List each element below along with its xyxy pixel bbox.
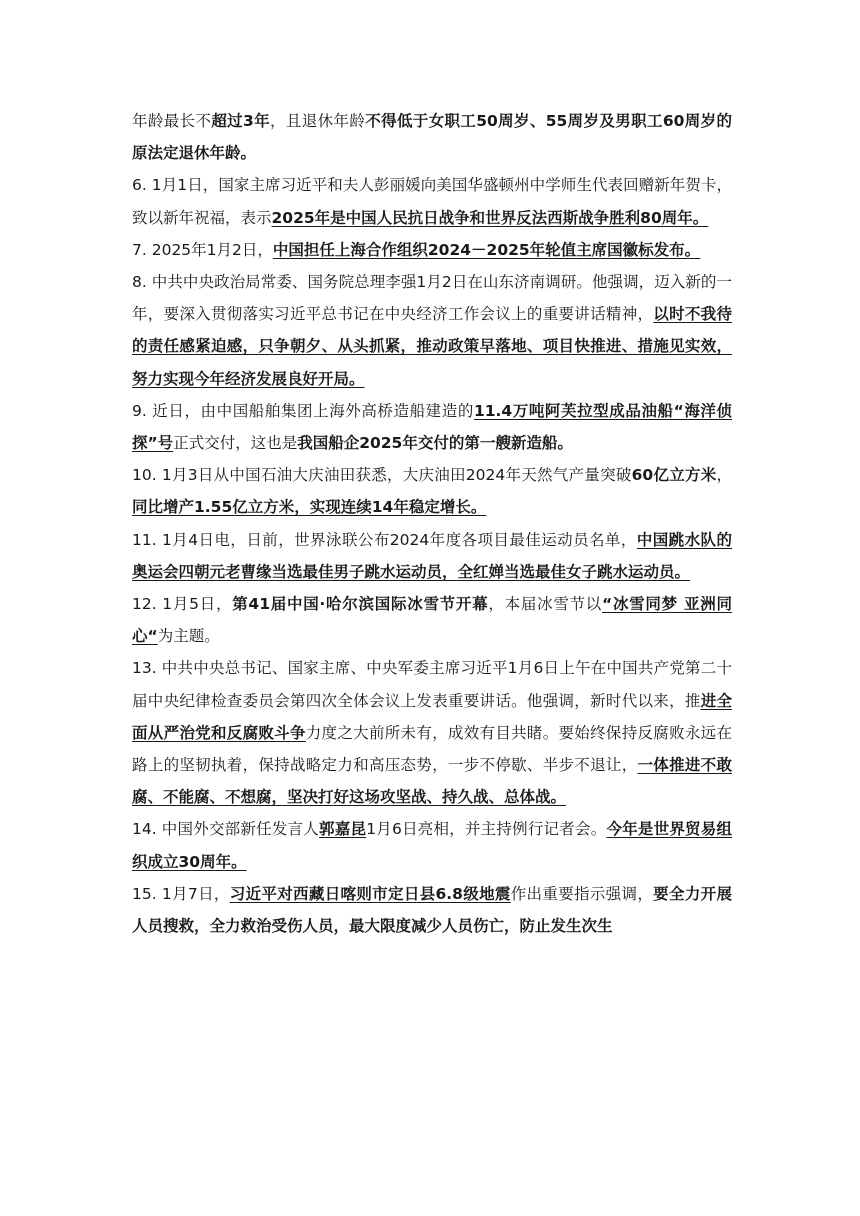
underlined-emphasis-text: 2025年是中国人民抗日战争和世界反法西斯战争胜利80周年。 xyxy=(271,208,709,227)
bold-text: 第41届中国·哈尔滨国际冰雪节开幕 xyxy=(232,595,489,614)
body-text: 1月6日亮相，并主持例行记者会。 xyxy=(366,820,607,839)
body-text: 为主题。 xyxy=(157,627,220,646)
paragraph-p-continued xyxy=(132,105,732,169)
body-text: ， xyxy=(716,466,733,485)
body-text: 11. 1月4日电，日前，世界泳联公布2024年度各项目最佳运动员名单， xyxy=(132,530,637,549)
paragraph-p-10 xyxy=(132,459,732,523)
body-text: 12. 1月5日， xyxy=(132,595,233,614)
paragraph-p-11 xyxy=(132,524,732,588)
body-text: 13. 中共中央总书记、国家主席、中央军委主席习近平1月6日上午在中国共产党第二十届中央纪律检查委员会第四次全体会议上发表重要讲话。他强调，新时代以来，推 xyxy=(132,659,732,710)
body-text: ，本届冰雪节以 xyxy=(488,595,603,614)
underlined-emphasis-text: 一体推进不敢腐、不能腐、不想腐，坚决打好这场攻坚战、持久战、总体战。 xyxy=(132,756,732,807)
underlined-emphasis-text: 11.4万吨阿芙拉型成品油船“海洋侦探”号 xyxy=(132,401,733,453)
underlined-emphasis-text: 进全面从严治党和反腐败斗争 xyxy=(132,691,732,742)
underlined-emphasis-text: 同比增产1.55亿立方米，实现连续14年稳定增长。 xyxy=(132,498,487,517)
body-text: 10. 1月3日从中国石油大庆油田获悉，大庆油田2024年天然气产量突破 xyxy=(132,466,632,485)
paragraph-p-15 xyxy=(132,878,732,942)
body-text: 正式交付，这也是 xyxy=(173,434,298,453)
paragraph-p-7 xyxy=(132,234,732,266)
underlined-emphasis-text: 郭嘉昆 xyxy=(319,820,367,839)
underlined-emphasis-text: “冰雪同梦 亚洲同心“ xyxy=(132,595,732,646)
body-text: 作出重要指示强调， xyxy=(510,884,654,903)
body-text: 年龄最长不 xyxy=(132,112,212,130)
underlined-emphasis-text: 中国跳水队的奥运会四朝元老曹缘当选最佳男子跳水运动员，全红婵当选最佳女子跳水运动员。 xyxy=(132,530,732,581)
body-text: ，且退休年龄 xyxy=(270,112,366,130)
underlined-emphasis-text: 今年是世界贸易组织成立30周年。 xyxy=(132,820,732,871)
body-text: 力度之大前所未有，成效有目共睹。要始终保持反腐败永远在路上的坚韧执着，保持战略定力和高压态势，一步不停歇、半步不退让， xyxy=(132,723,732,775)
body-text: 6. 1月1日，国家主席习近平和夫人彭丽媛向美国华盛顿州中学师生代表回赠新年贺卡，致以新年祝福，表示 xyxy=(132,176,732,227)
bold-text: 60亿立方米 xyxy=(631,466,717,485)
bold-text: 我国船企2025年交付的第一艘新造船。 xyxy=(297,434,573,453)
body-text: 7. 2025年1月2日， xyxy=(132,240,273,259)
body-text: 9. 近日，由中国船舶集团上海外高桥造船建造的 xyxy=(132,401,474,420)
underlined-emphasis-text: 以时不我待的责任感紧迫感，只争朝夕、从头抓紧，推动政策早落地、项目快推进、措施见实效，努力实现今年经济发展良好开局。 xyxy=(132,305,732,388)
bold-text: 不得低于女职工50周岁、55周岁及男职工60周岁的原法定退休年龄。 xyxy=(132,112,732,163)
document-body xyxy=(132,105,732,942)
body-text: 15. 1月7日， xyxy=(132,884,230,903)
underlined-emphasis-text: 中国担任上海合作组织2024－2025年轮值主席国徽标发布。 xyxy=(272,240,701,259)
paragraph-p-6 xyxy=(132,169,732,233)
body-text: 8. 中共中央政治局常委、国务院总理李强1月2日在山东济南调研。他强调，迈入新的一年，要深入贯彻落实习近平总书记在中央经济工作会议上的重要讲话精神， xyxy=(132,273,732,324)
underlined-emphasis-text: 习近平对西藏日喀则市定日县6.8级地震 xyxy=(229,884,511,903)
bold-text: 超过3年 xyxy=(211,112,271,130)
paragraph-p-12 xyxy=(132,588,732,652)
paragraph-p-9 xyxy=(132,395,732,459)
bold-text: 要全力开展人员搜救，全力救治受伤人员，最大限度减少人员伤亡，防止发生次生 xyxy=(132,884,732,936)
paragraph-p-14 xyxy=(132,813,732,877)
paragraph-p-13 xyxy=(132,652,732,813)
paragraph-p-8 xyxy=(132,266,732,395)
body-text: 14. 中国外交部新任发言人 xyxy=(132,820,320,839)
